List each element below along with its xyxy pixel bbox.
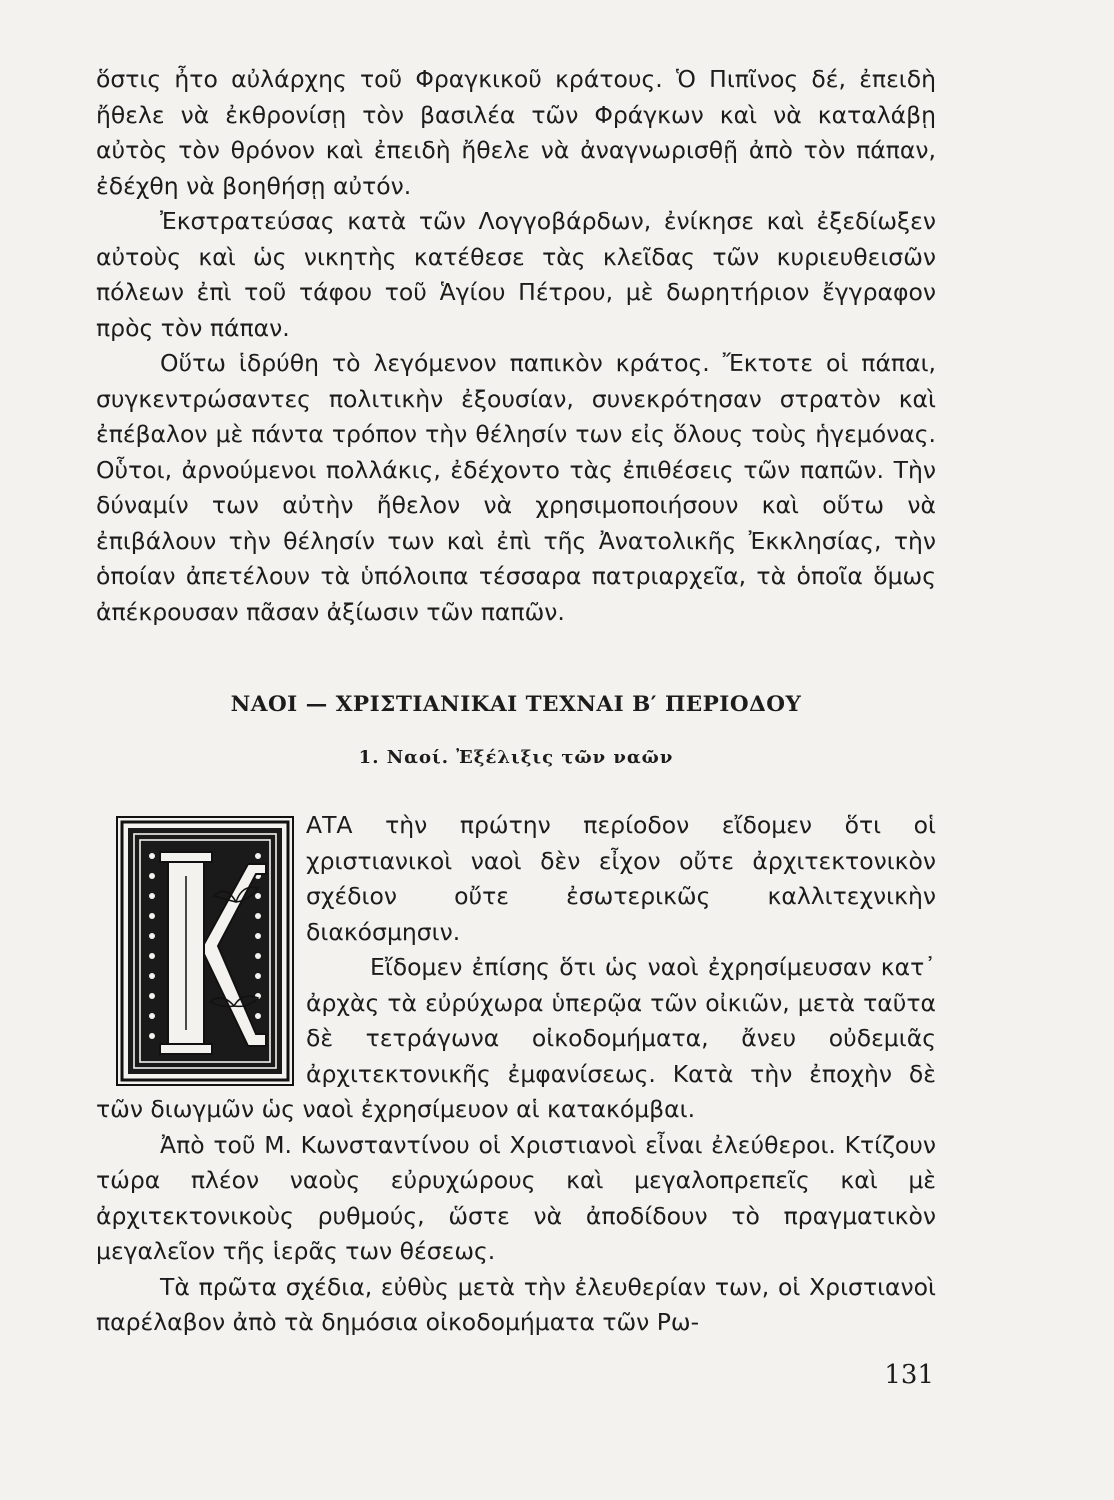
paragraph: ὅστις ἦτο αὐλάρχης τοῦ Φραγκικοῦ κράτους. Ὁ Πιπῖνος δέ, ἐπειδὴ ἤθελε νὰ ἐκθρονίσῃ τὸν βασιλέα τῶν Φράγκων καὶ νὰ καταλάβῃ αὐτὸς τὸν θρόνον καὶ ἐπειδὴ ἤθελε νὰ ἀναγνωρισθῇ ἀπὸ τὸν πάπαν, ἐδέχθη νὰ βοηθήσῃ αὐτόν. bbox=[96, 65, 936, 200]
paragraph: Τὰ πρῶτα σχέδια, εὐθὺς μετὰ τὴν ἐλευθερίαν των, οἱ Χριστιανοὶ παρέλαβον ἀπὸ τὰ δημόσια οἰκοδομήματα τῶν Ρω- bbox=[96, 1272, 936, 1336]
paragraph: Οὕτω ἱδρύθη τὸ λεγόμενον παπικὸν κράτος. Ἔκτοτε οἱ πάπαι, συγκεντρώσαντες πολιτικὴν ἐξουσίαν, συνεκρότησαν στρατὸν καὶ ἐπέβαλον μὲ πάντα τρόπον τὴν θέλησίν των εἰς ὅλους τοὺς ἡγεμόνας. Οὗτοι, ἀρνούμενοι πολλάκις, ἐδέχοντο τὰς ἐπιθέσεις τῶν παπῶν. Τὴν δύναμίν των αὐτὴν ἤθελον νὰ χρησιμοποιήσουν καὶ οὕτω νὰ ἐπιβάλουν τὴν θέλησίν των καὶ ἐπὶ τῆς Ἀνατολικῆς Ἐκκλησίας, τὴν ὁποίαν ἀπετέλουν τὰ ὑπόλοιπα τέσσαρα πατριαρχεῖα, τὰ ὁποῖα ὅμως ἀπέκρουσαν πᾶσαν ἀξίωσιν τῶν παπῶν. bbox=[96, 349, 936, 626]
subsection-heading: 1. Ναοί. Ἐξέλιξις τῶν ναῶν bbox=[358, 747, 674, 768]
page-number: 131 bbox=[884, 1360, 934, 1390]
body-text-bottom bbox=[96, 808, 936, 1341]
ornamental-drop-cap-icon bbox=[116, 816, 294, 1086]
section-heading: ΝΑΟΙ — ΧΡΙΣΤΙΑΝΙΚΑΙ ΤΕΧΝΑΙ Β′ ΠΕΡΙΟΔΟΥ bbox=[230, 692, 802, 717]
paragraph: ΑΤΑ τὴν πρώτην περίοδον εἴδομεν ὅτι οἱ χριστιανικοὶ ναοὶ δὲν εἶχον οὔτε ἀρχιτεκτονικὸν σχέδιον οὔτε ἐσωτερικῶς καλλιτεχνικὴν διακόσμησιν. bbox=[306, 811, 936, 946]
paragraph: Εἴδομεν ἐπίσης ὅτι ὡς ναοὶ ἐχρησίμευσαν κατ᾽ ἀρχὰς τὰ εὐρύχωρα ὑπερῷα τῶν οἰκιῶν, μετὰ ταῦτα δὲ τετράγωνα οἰκοδομήματα, ἄνευ οὐδεμιᾶς ἀρχιτεκτονικῆς ἐμφανίσεως. Κατὰ τὴν ἐποχὴν δὲ τῶν διωγμῶν ὡς ναοὶ ἐχρησίμευον αἱ κατακόμβαι. bbox=[96, 953, 936, 1123]
body-text-top bbox=[96, 62, 936, 630]
paragraph: Ἀπὸ τοῦ Μ. Κωνσταντίνου οἱ Χριστιανοὶ εἶναι ἐλεύθεροι. Κτίζουν τώρα πλέον ναοὺς εὐρυχώρους καὶ μεγαλοπρεπεῖς καὶ μὲ ἀρχιτεκτονικοὺς ρυθμούς, ὥστε νὰ ἀποδίδουν τὸ πραγματικὸν μεγαλεῖον τῆς ἱερᾶς των θέσεως. bbox=[96, 1130, 936, 1265]
paragraph: Ἐκστρατεύσας κατὰ τῶν Λογγοβάρδων, ἐνίκησε καὶ ἐξεδίωξεν αὐτοὺς καὶ ὡς νικητὴς κατέθεσε τὰς κλεῖδας τῶν κυριευθεισῶν πόλεων ἐπὶ τοῦ τάφου τοῦ Ἁγίου Πέτρου, μὲ δωρητήριον ἔγγραφον πρὸς τὸν πάπαν. bbox=[96, 207, 936, 342]
